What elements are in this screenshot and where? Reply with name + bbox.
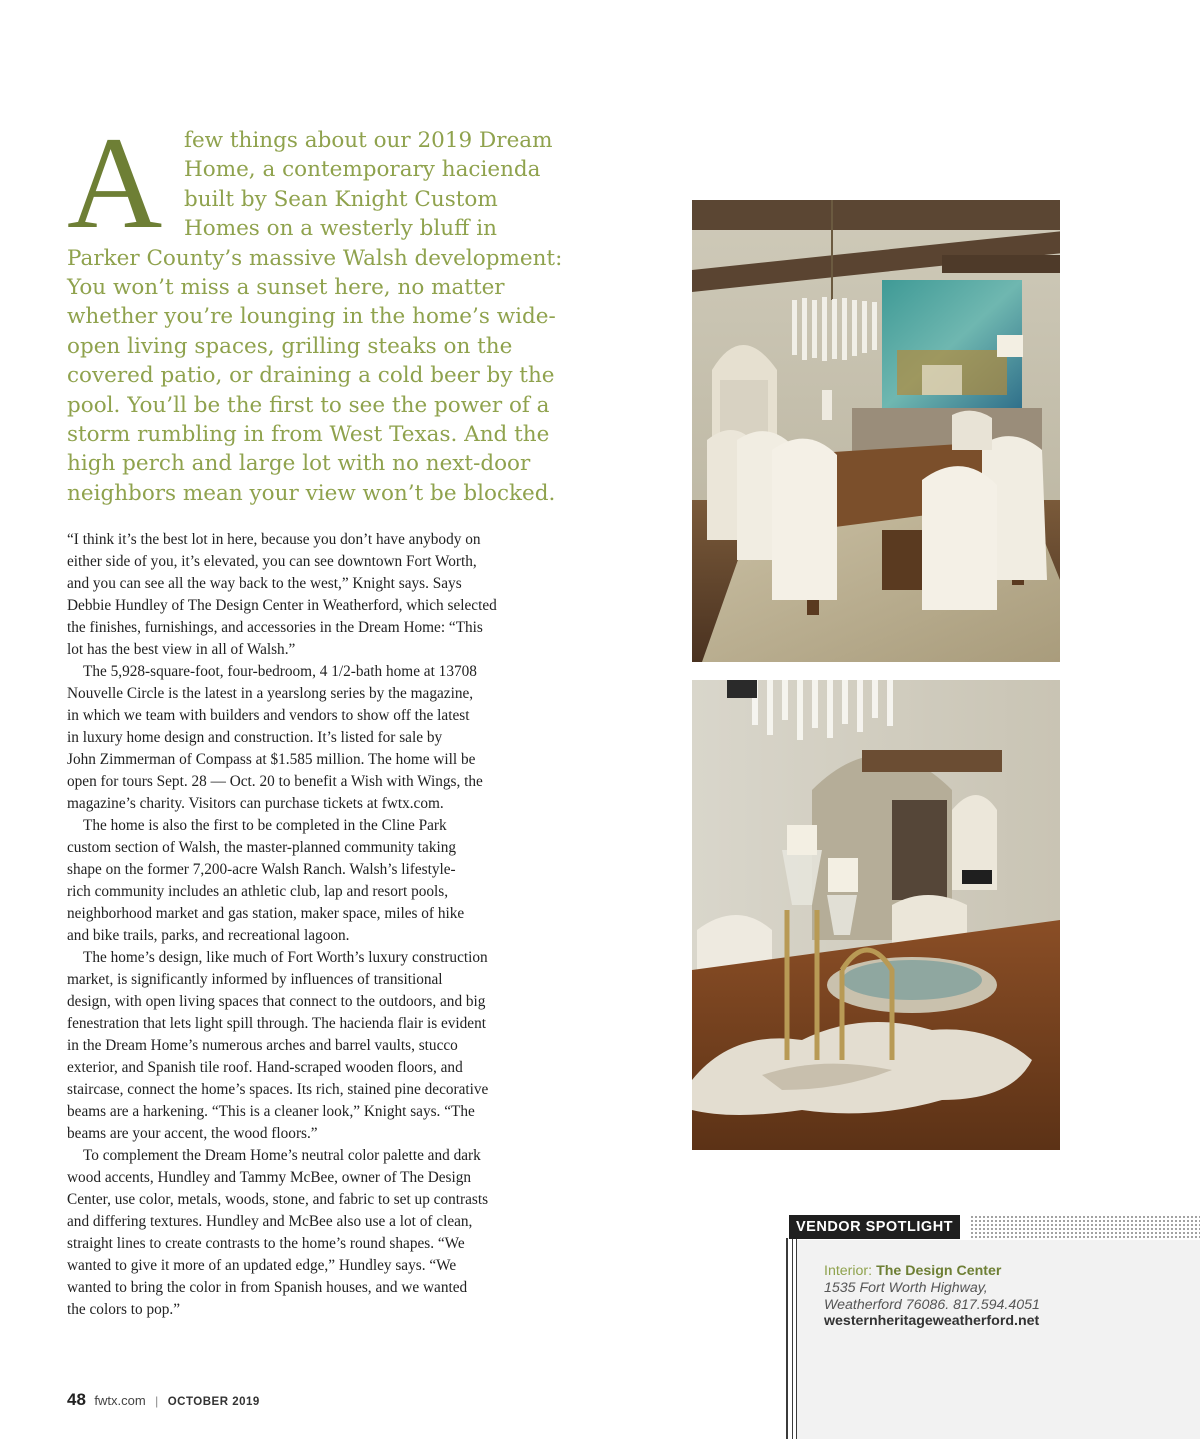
body-line: market, is significantly informed by influences of transitional <box>67 971 443 988</box>
intro-line: Parker County’s massive Walsh development: <box>67 245 563 271</box>
intro-line: storm rumbling in from West Texas. And the <box>67 422 550 448</box>
intro-line: whether you’re lounging in the home’s wide- <box>67 304 556 330</box>
dining-room-photo <box>692 200 1060 662</box>
body-line: the colors to pop.” <box>67 1301 181 1318</box>
site-name[interactable]: fwtx.com <box>94 1393 146 1408</box>
intro-line: Home, a contemporary hacienda <box>184 157 541 183</box>
body-line: The home is also the first to be completed in the Cline Park <box>83 817 447 834</box>
body-line: either side of you, it’s elevated, you can see downtown Fort Worth, <box>67 553 477 570</box>
intro-line: You won’t miss a sunset here, no matter <box>67 275 505 301</box>
vendor-name: The Design Center <box>876 1263 1002 1279</box>
body-line: magazine’s charity. Visitors can purchase tickets at fwtx.com. <box>67 795 444 812</box>
body-line: The 5,928-square-foot, four-bedroom, 4 1/2-bath home at 13708 <box>83 663 477 680</box>
body-line: The home’s design, like much of Fort Worth’s luxury construction <box>83 949 488 966</box>
page-footer <box>67 1390 260 1410</box>
body-line: wanted to bring the color in from Spanish houses, and we wanted <box>67 1279 468 1296</box>
intro-line: neighbors mean your view won’t be blocked. <box>67 480 556 506</box>
body-line: neighborhood market and gas station, maker space, miles of hike <box>67 905 465 922</box>
body-line: staircase, connect the home’s spaces. Its rich, stained pine decorative <box>67 1081 489 1098</box>
body-line: exterior, and Spanish tile roof. Hand-scraped wooden floors, and <box>67 1059 463 1076</box>
intro-paragraph <box>67 109 567 508</box>
body-line: fenestration that lets light spill through. The hacienda flair is evident <box>67 1015 486 1032</box>
article-body <box>67 529 562 1321</box>
body-line: beams are a harkening. “This is a cleaner look,” Knight says. “The <box>67 1103 475 1120</box>
body-line: John Zimmerman of Compass at $1.585 million. The home will be <box>67 751 476 768</box>
vendor-info <box>824 1263 1040 1330</box>
body-line: wood accents, Hundley and Tammy McBee, owner of The Design <box>67 1169 472 1186</box>
footer-separator: | <box>155 1394 159 1408</box>
intro-line: high perch and large lot with no next-door <box>67 451 531 477</box>
body-line: wanted to give it more of an updated edge,” Hundley says. “We <box>67 1257 457 1274</box>
table-detail-photo <box>692 680 1060 1150</box>
body-line: rich community includes an athletic club, lap and resort pools, <box>67 883 449 900</box>
vendor-dot-pattern <box>970 1215 1200 1239</box>
body-line: Center, use color, metals, woods, stone, and fabric to set up contrasts <box>67 1191 489 1208</box>
issue-date: OCTOBER 2019 <box>167 1396 260 1408</box>
body-line: and bike trails, parks, and recreational lagoon. <box>67 927 350 944</box>
body-line: Nouvelle Circle is the latest in a yearslong series by the magazine, <box>67 685 474 702</box>
intro-line: Homes on a westerly bluff in <box>184 216 497 242</box>
intro-line: covered patio, or draining a cold beer by the <box>67 363 555 389</box>
body-line: design, with open living spaces that connect to the outdoors, and big <box>67 993 486 1010</box>
body-line: the finishes, furnishings, and accessories in the Dream Home: “This <box>67 619 483 636</box>
intro-line: few things about our 2019 Dream <box>184 128 553 153</box>
body-line: in luxury home design and construction. It’s listed for sale by <box>67 729 443 746</box>
body-line: To complement the Dream Home’s neutral color palette and dark <box>83 1147 481 1164</box>
intro-line: pool. You’ll be the first to see the power of a <box>67 392 550 418</box>
intro-line: open living spaces, grilling steaks on the <box>67 333 513 359</box>
body-line: custom section of Walsh, the master-planned community taking <box>67 839 457 856</box>
body-line: in which we team with builders and vendors to show off the latest <box>67 707 470 724</box>
body-line: and you can see all the way back to the west,” Knight says. Says <box>67 575 462 592</box>
vendor-address-line-2: Weatherford 76086. 817.594.4051 <box>824 1296 1040 1313</box>
body-line: Debbie Hundley of The Design Center in Weatherford, which selected <box>67 597 497 614</box>
body-line: shape on the former 7,200-acre Walsh Ranch. Walsh’s lifestyle- <box>67 861 456 878</box>
body-line: beams are your accent, the wood floors.” <box>67 1125 318 1142</box>
body-line: straight lines to create contrasts to the home’s round shapes. “We <box>67 1235 465 1252</box>
body-line: lot has the best view in all of Walsh.” <box>67 641 296 658</box>
intro-line: built by Sean Knight Custom <box>184 186 498 212</box>
vendor-website[interactable]: westernheritageweatherford.net <box>824 1313 1040 1330</box>
vendor-address-line-1: 1535 Fort Worth Highway, <box>824 1279 988 1296</box>
body-line: open for tours Sept. 28 — Oct. 20 to benefit a Wish with Wings, the <box>67 773 483 790</box>
body-line: and differing textures. Hundley and McBee also use a lot of clean, <box>67 1213 473 1230</box>
drop-cap: A <box>67 109 163 256</box>
page-number: 48 <box>67 1390 86 1409</box>
body-line: in the Dream Home’s numerous arches and barrel vaults, stucco <box>67 1037 458 1054</box>
body-line: “I think it’s the best lot in here, because you don’t have anybody on <box>67 531 481 548</box>
vendor-spotlight-heading: VENDOR SPOTLIGHT <box>789 1215 960 1239</box>
vendor-category: Interior: <box>824 1263 873 1279</box>
